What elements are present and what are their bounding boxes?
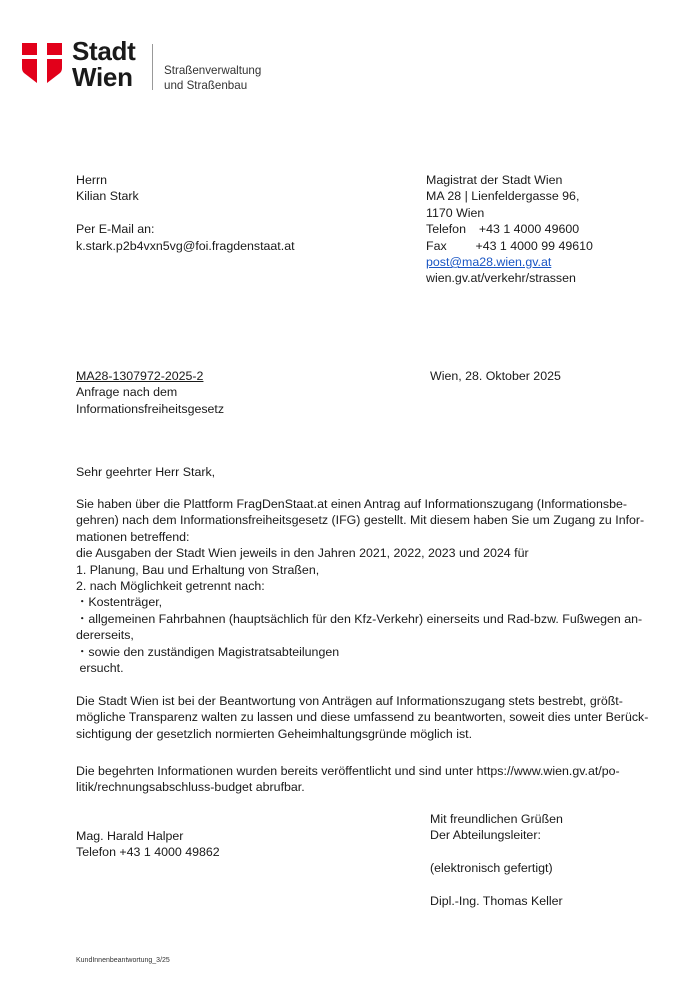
closing-role: Der Abteilungsleiter:: [430, 828, 541, 843]
list-line8: ersucht.: [76, 661, 124, 676]
para2-line2: mögliche Transparenz walten zu lassen und diese umfassend zu beantworten, soweit dies unter Berück-: [76, 710, 649, 725]
sender-block: [426, 172, 593, 287]
list-line2: 1. Planung, Bau und Erhaltung von Straßen,: [76, 562, 320, 577]
para2-line1: Die Stadt Wien ist bei der Beantwortung von Anträgen auf Informationszugang stets bestrebt, größt-: [76, 694, 623, 708]
subject-line2: Informationsfreiheitsgesetz: [76, 401, 225, 416]
logo-divider: [152, 44, 153, 90]
logo-sub-line2: und Straßenbau: [164, 78, 248, 92]
recipient-salutation: Herrn: [76, 173, 107, 187]
footer-code: KundInnenbeantwortung_3/25: [76, 957, 170, 964]
sender-email-link[interactable]: post@ma28.wien.gv.at: [426, 255, 552, 270]
sender-org: Magistrat der Stadt Wien: [426, 173, 563, 187]
recipient-block: [76, 172, 295, 254]
reference-number: MA28-1307972-2025-2: [76, 369, 204, 383]
logo-sub-line1: Straßenverwaltung: [164, 64, 262, 77]
contact-phone: Telefon +43 1 4000 49862: [76, 845, 220, 860]
paragraph-request: [76, 496, 644, 676]
list-line1: die Ausgaben der Stadt Wien jeweils in den Jahren 2021, 2022, 2023 und 2024 für: [76, 546, 529, 561]
sender-fax: +43 1 4000 99 49610: [475, 238, 593, 253]
sender-phone-row: [426, 221, 593, 237]
sender-address2: 1170 Wien: [426, 205, 485, 220]
paragraph-transparency: [76, 693, 648, 742]
contact-block: [76, 828, 220, 861]
sender-phone-label: Telefon: [426, 222, 466, 237]
subject-line1: Anfrage nach dem: [76, 385, 178, 400]
logo-name-line1: Stadt: [72, 36, 136, 66]
para1-line2: gehren) nach dem Informationsfreiheitsgesetz (IFG) gestellt. Mit diesem haben Sie um Zugang zu Infor-: [76, 513, 645, 528]
logo-name-line2: Wien: [72, 62, 133, 92]
reference-block: [76, 368, 224, 417]
para3-line2: litik/rechnungsabschluss-budget abrufbar.: [76, 780, 305, 795]
closing-signed: (elektronisch gefertigt): [430, 861, 553, 876]
list-line3: 2. nach Möglichkeit getrennt nach:: [76, 579, 265, 594]
list-line7: ・sowie den zuständigen Magistratsabteilungen: [76, 644, 340, 659]
closing-regards: Mit freundlichen Grüßen: [430, 812, 563, 826]
paragraph-published: [76, 763, 620, 796]
list-line6: dererseits,: [76, 628, 134, 643]
sender-address1: MA 28 | Lienfeldergasse 96,: [426, 189, 580, 204]
contact-name: Mag. Harald Halper: [76, 829, 184, 843]
recipient-name: Kilian Stark: [76, 189, 139, 204]
para2-line3: sichtigung der gesetzlich normierten Geheimhaltungsgründe möglich ist.: [76, 726, 473, 741]
sender-fax-row: [426, 238, 593, 254]
recipient-delivery: Per E-Mail an:: [76, 222, 155, 237]
closing-block: [430, 811, 563, 909]
para1-line3: mationen betreffend:: [76, 529, 190, 544]
logo-department: [164, 64, 261, 93]
stadt-wien-logo-icon: [22, 43, 62, 90]
place-date: Wien, 28. Oktober 2025: [430, 369, 561, 383]
sender-web: wien.gv.at/verkehr/strassen: [426, 271, 576, 286]
list-line5: ・allgemeinen Fahrbahnen (hauptsächlich für den Kfz-Verkehr) einerseits und Rad-bzw. Fußwegen an-: [76, 611, 643, 626]
sender-phone: +43 1 4000 49600: [478, 222, 580, 237]
para1-line1: Sie haben über die Plattform FragDenStaat.at einen Antrag auf Informationszugang (Informationsbe-: [76, 497, 628, 511]
greeting: Sehr geehrter Herr Stark,: [76, 465, 216, 479]
para3-line1: Die begehrten Informationen wurden bereits veröffentlicht und sind unter https://www.wien.gv.at/po-: [76, 764, 620, 778]
logo-name: [72, 38, 136, 90]
sender-fax-label: Fax: [426, 238, 447, 253]
recipient-email: k.stark.p2b4vxn5vg@foi.fragdenstaat.at: [76, 238, 295, 253]
list-line4: ・Kostenträger,: [76, 595, 163, 610]
closing-signer: Dipl.-Ing. Thomas Keller: [430, 894, 563, 908]
